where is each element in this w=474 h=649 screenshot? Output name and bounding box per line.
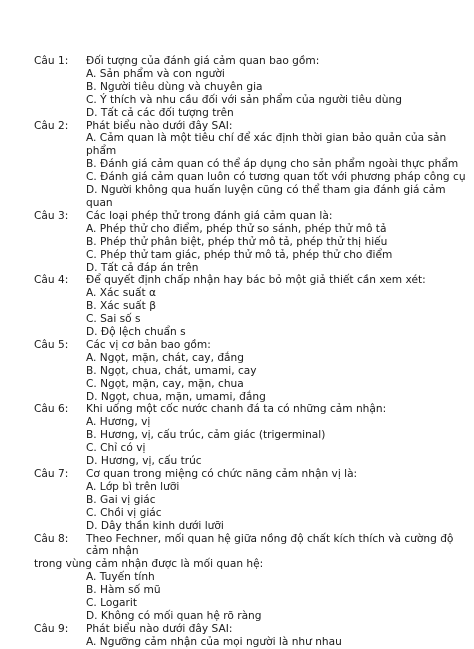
question-number: Câu 1: — [34, 55, 69, 67]
question-9 — [34, 623, 454, 649]
option-d: D. Tất cả các đối tượng trên — [86, 106, 234, 119]
option-c: C. Logarit — [86, 597, 137, 610]
option-d: D. Người không qua huấn luyện cũng có thể tham gia đánh giá cảm quan — [86, 184, 446, 209]
option-a: A. Lớp bì trên lưỡi — [86, 480, 180, 493]
question-stem: Các vị cơ bản bao gồm: — [86, 338, 211, 351]
option-d: D. Dây thần kinh dưới lưỡi — [86, 519, 224, 532]
option-c: C. Chồi vị giác — [86, 506, 162, 519]
option-c: C. Ngọt, mặn, cay, mặn, chua — [86, 377, 244, 390]
option-c: C. Phép thử tam giác, phép thử mô tả, phép thử cho điểm — [86, 248, 393, 261]
option-c: C. Chỉ có vị — [86, 442, 146, 455]
option-a: A. Ngọt, mặn, chát, cay, đắng — [86, 351, 244, 364]
question-2 — [34, 119, 466, 210]
question-stem: Phát biểu nào dưới đây SAI: — [86, 622, 233, 635]
question-number: Câu 7: — [34, 468, 69, 480]
option-b: B. Hàm số mũ — [86, 584, 161, 597]
option-c: C. Sai số s — [86, 313, 141, 326]
question-number: Câu 8: — [34, 532, 69, 545]
question-stem: Các loại phép thử trong đánh giá cảm quan là: — [86, 209, 333, 222]
option-a: A. Hương, vị — [86, 416, 151, 429]
question-stem-continued: trong vùng cảm nhận được là mối quan hệ: — [34, 558, 264, 571]
question-1 — [34, 55, 454, 120]
option-b: B. Gai vị giác — [86, 493, 156, 506]
option-a: A. Ngưỡng cảm nhận của mọi người là như nhau — [86, 635, 342, 648]
question-number: Câu 9: — [34, 622, 69, 635]
option-a: A. Xác suất α — [86, 287, 156, 300]
option-d: D. Tất cả đáp án trên — [86, 261, 199, 274]
option-d: D. Độ lệch chuẩn s — [86, 326, 186, 339]
option-c: C. Ý thích và nhu cầu đối với sản phẩm của người tiêu dùng — [86, 93, 402, 106]
option-b: B. Người tiêu dùng và chuyên gia — [86, 80, 263, 93]
option-a: A. Tuyến tính — [86, 571, 155, 584]
question-stem: Đối tượng của đánh giá cảm quan bao gồm: — [86, 55, 320, 67]
option-d: D. Ngọt, chua, mặn, umami, đắng — [86, 390, 266, 403]
option-a: A. Phép thử cho điểm, phép thử so sánh, phép thử mô tả — [86, 222, 387, 235]
option-b: B. Hương, vị, cấu trúc, cảm giác (trigerminal) — [86, 429, 326, 442]
question-6 — [34, 403, 454, 468]
question-5 — [34, 339, 454, 404]
question-stem: Cơ quan trong miệng có chức năng cảm nhận vị là: — [86, 468, 358, 480]
question-number: Câu 6: — [34, 403, 69, 416]
question-number: Câu 5: — [34, 338, 69, 351]
option-b: B. Xác suất β — [86, 300, 156, 313]
question-number: Câu 3: — [34, 209, 69, 222]
question-stem: Để quyết định chấp nhận hay bác bỏ một giả thiết cần xem xét: — [86, 274, 426, 287]
option-b: B. Phép thử phân biệt, phép thử mô tả, phép thử thị hiếu — [86, 235, 388, 248]
option-d: D. Hương, vị, cấu trúc — [86, 455, 202, 468]
question-stem: Theo Fechner, mối quan hệ giữa nồng độ chất kích thích và cường độ cảm nhận — [86, 532, 454, 558]
option-a: A. Cảm quan là một tiêu chí để xác định thời gian bảo quản của sản phẩm — [86, 132, 447, 158]
option-b: B. Đánh giá cảm quan có thể áp dụng cho sản phẩm ngoài thực phẩm — [86, 158, 459, 171]
question-number: Câu 2: — [34, 119, 69, 132]
question-7 — [34, 468, 454, 533]
question-4 — [34, 274, 454, 339]
question-stem: Phát biểu nào dưới đây SAI: — [86, 119, 233, 132]
option-b: B. Ngọt, chua, chát, umami, cay — [86, 364, 257, 377]
question-8 — [34, 533, 454, 623]
option-a: A. Sản phẩm và con người — [86, 67, 225, 80]
question-number: Câu 4: — [34, 274, 69, 287]
option-c: C. Đánh giá cảm quan luôn có tương quan tốt với phương pháp công cụ — [86, 171, 466, 184]
question-stem: Khi uống một cốc nước chanh đá ta có những cảm nhận: — [86, 403, 387, 416]
option-d: D. Không có mối quan hệ rõ ràng — [86, 609, 262, 622]
question-3 — [34, 210, 454, 275]
